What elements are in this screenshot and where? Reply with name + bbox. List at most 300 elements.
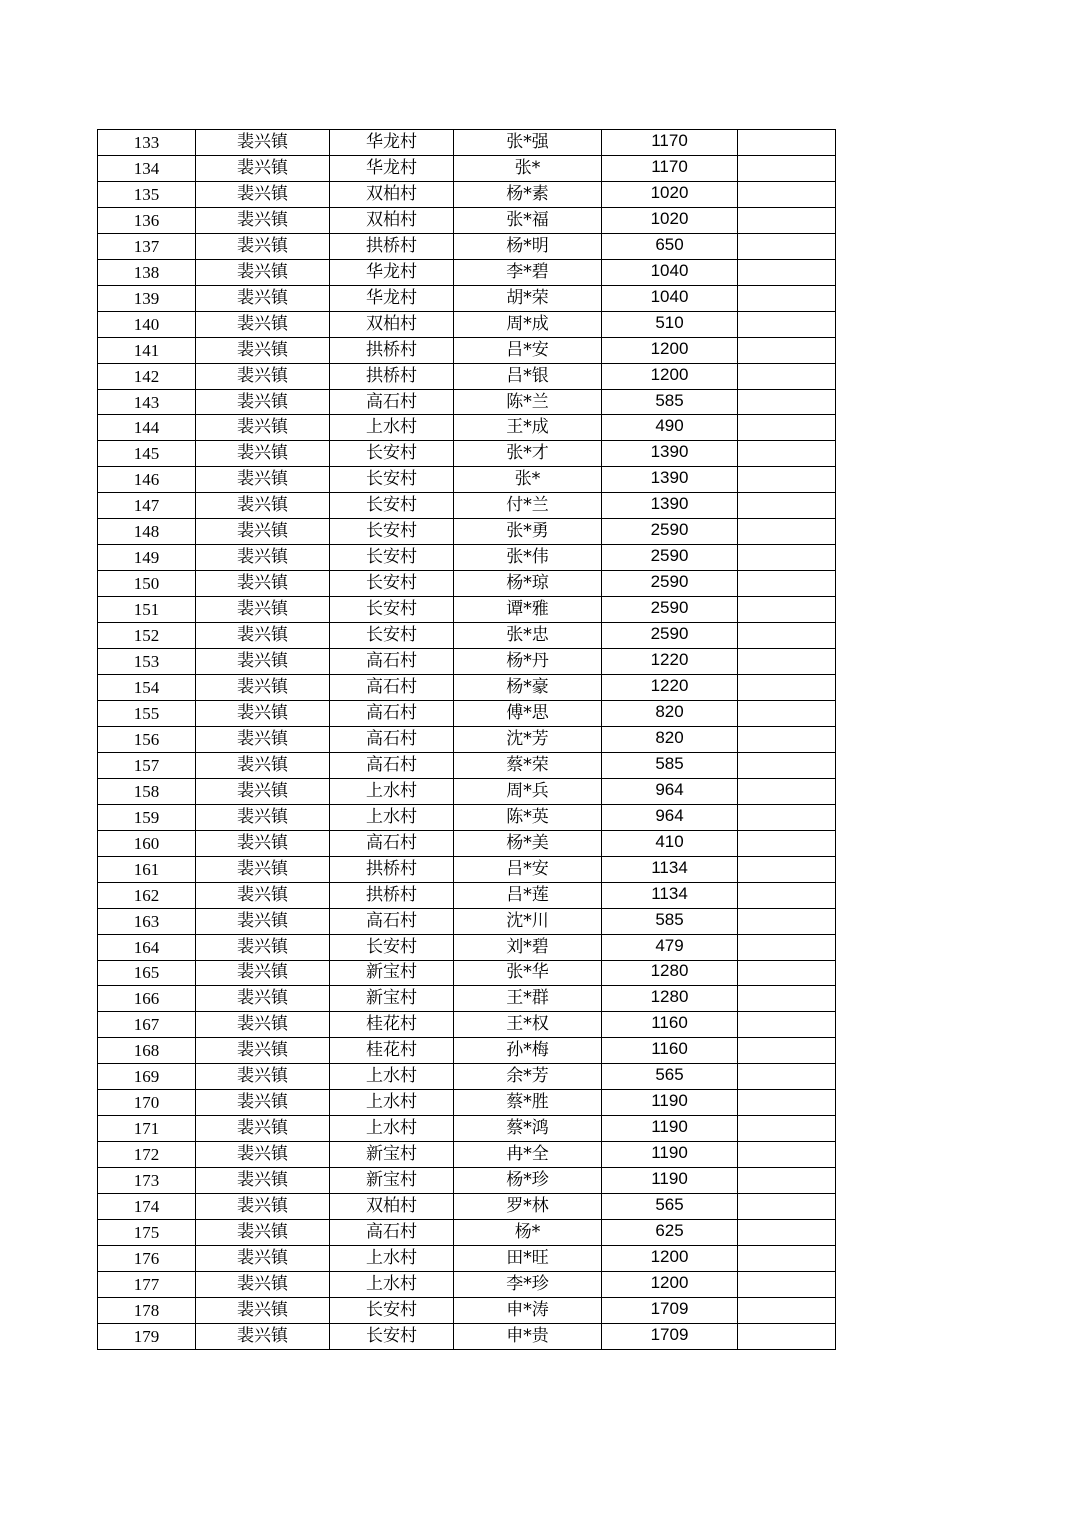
table-row (98, 155, 836, 181)
amount-value: 2590 (650, 546, 689, 566)
row-number-cell: 136 (98, 207, 196, 233)
village-cell: 高石村 (330, 1220, 454, 1246)
amount-value: 565 (655, 1065, 684, 1085)
person-name-cell: 杨*珍 (454, 1168, 602, 1194)
amount-value: 650 (655, 234, 684, 254)
table-row (98, 649, 836, 675)
town-cell: 裴兴镇 (196, 1245, 330, 1271)
note-cell (738, 1038, 836, 1064)
amount-cell (602, 986, 738, 1012)
row-number-cell: 133 (98, 130, 196, 156)
amount-cell (602, 337, 738, 363)
village-cell: 新宝村 (330, 986, 454, 1012)
village-cell: 华龙村 (330, 155, 454, 181)
row-number-cell: 157 (98, 752, 196, 778)
note-cell (738, 493, 836, 519)
amount-value: 565 (655, 1195, 684, 1215)
person-name-cell: 申*贵 (454, 1323, 602, 1349)
amount-cell (602, 493, 738, 519)
person-name-cell: 张*伟 (454, 545, 602, 571)
village-cell: 高石村 (330, 700, 454, 726)
data-table (97, 129, 836, 1350)
town-cell: 裴兴镇 (196, 493, 330, 519)
town-cell: 裴兴镇 (196, 908, 330, 934)
village-cell: 双柏村 (330, 181, 454, 207)
amount-value: 1709 (650, 1298, 689, 1318)
amount-cell (602, 908, 738, 934)
person-name-cell: 王*权 (454, 1012, 602, 1038)
amount-cell (602, 675, 738, 701)
person-name-cell: 周*兵 (454, 778, 602, 804)
amount-cell (602, 700, 738, 726)
table-row (98, 363, 836, 389)
note-cell (738, 1271, 836, 1297)
person-name-cell: 王*群 (454, 986, 602, 1012)
table-row (98, 337, 836, 363)
amount-cell (602, 233, 738, 259)
table-row (98, 597, 836, 623)
amount-value: 1220 (650, 650, 689, 670)
amount-value: 2590 (650, 572, 689, 592)
amount-cell (602, 1245, 738, 1271)
village-cell: 上水村 (330, 1245, 454, 1271)
person-name-cell: 沈*芳 (454, 726, 602, 752)
village-cell: 上水村 (330, 778, 454, 804)
row-number-cell: 168 (98, 1038, 196, 1064)
amount-value: 2590 (650, 624, 689, 644)
person-name-cell: 张* (454, 155, 602, 181)
amount-value: 964 (655, 779, 684, 799)
town-cell: 裴兴镇 (196, 700, 330, 726)
town-cell: 裴兴镇 (196, 1064, 330, 1090)
amount-value: 2590 (650, 520, 689, 540)
village-cell: 高石村 (330, 830, 454, 856)
note-cell (738, 649, 836, 675)
person-name-cell: 杨*豪 (454, 675, 602, 701)
amount-value: 1190 (651, 1143, 688, 1163)
table-row (98, 804, 836, 830)
table-row (98, 467, 836, 493)
town-cell: 裴兴镇 (196, 1168, 330, 1194)
table-row (98, 181, 836, 207)
amount-value: 1020 (650, 208, 689, 228)
amount-value: 1190 (651, 1169, 688, 1189)
amount-cell (602, 1116, 738, 1142)
person-name-cell: 付*兰 (454, 493, 602, 519)
person-name-cell: 杨* (454, 1220, 602, 1246)
note-cell (738, 830, 836, 856)
town-cell: 裴兴镇 (196, 519, 330, 545)
town-cell: 裴兴镇 (196, 1271, 330, 1297)
person-name-cell: 蔡*荣 (454, 752, 602, 778)
town-cell: 裴兴镇 (196, 1142, 330, 1168)
table-row (98, 882, 836, 908)
village-cell: 高石村 (330, 752, 454, 778)
village-cell: 上水村 (330, 1064, 454, 1090)
note-cell (738, 934, 836, 960)
village-cell: 拱桥村 (330, 882, 454, 908)
row-number-cell: 176 (98, 1245, 196, 1271)
town-cell: 裴兴镇 (196, 882, 330, 908)
town-cell: 裴兴镇 (196, 441, 330, 467)
row-number-cell: 139 (98, 285, 196, 311)
table-row (98, 311, 836, 337)
table-row (98, 233, 836, 259)
village-cell: 长安村 (330, 934, 454, 960)
town-cell: 裴兴镇 (196, 233, 330, 259)
row-number-cell: 141 (98, 337, 196, 363)
amount-value: 625 (655, 1221, 684, 1240)
amount-cell (602, 1142, 738, 1168)
amount-value: 479 (655, 935, 684, 955)
note-cell (738, 908, 836, 934)
amount-cell (602, 1168, 738, 1194)
row-number-cell: 155 (98, 700, 196, 726)
amount-cell (602, 830, 738, 856)
town-cell: 裴兴镇 (196, 311, 330, 337)
amount-value: 1390 (650, 494, 689, 514)
table-row (98, 934, 836, 960)
amount-cell (602, 363, 738, 389)
amount-value: 1160 (651, 1039, 688, 1059)
person-name-cell: 李*碧 (454, 259, 602, 285)
amount-cell (602, 1323, 738, 1349)
table-row (98, 571, 836, 597)
note-cell (738, 545, 836, 571)
note-cell (738, 1323, 836, 1349)
table-row (98, 1116, 836, 1142)
row-number-cell: 151 (98, 597, 196, 623)
row-number-cell: 171 (98, 1116, 196, 1142)
row-number-cell: 169 (98, 1064, 196, 1090)
table-row (98, 1245, 836, 1271)
amount-value: 820 (655, 701, 684, 721)
village-cell: 长安村 (330, 1297, 454, 1323)
table-row (98, 259, 836, 285)
town-cell: 裴兴镇 (196, 1090, 330, 1116)
person-name-cell: 陈*英 (454, 804, 602, 830)
village-cell: 高石村 (330, 908, 454, 934)
village-cell: 长安村 (330, 571, 454, 597)
note-cell (738, 882, 836, 908)
amount-value: 510 (655, 312, 684, 332)
person-name-cell: 田*旺 (454, 1245, 602, 1271)
amount-cell (602, 623, 738, 649)
person-name-cell: 申*涛 (454, 1297, 602, 1323)
note-cell (738, 1245, 836, 1271)
row-number-cell: 146 (98, 467, 196, 493)
table-row (98, 726, 836, 752)
village-cell: 拱桥村 (330, 233, 454, 259)
note-cell (738, 856, 836, 882)
amount-value: 490 (655, 416, 684, 436)
person-name-cell: 杨*琼 (454, 571, 602, 597)
person-name-cell: 谭*雅 (454, 597, 602, 623)
amount-value: 1160 (651, 1013, 688, 1033)
amount-value: 1040 (650, 286, 689, 306)
note-cell (738, 804, 836, 830)
amount-cell (602, 752, 738, 778)
amount-cell (602, 1297, 738, 1323)
table-row (98, 1168, 836, 1194)
table-row (98, 1297, 836, 1323)
village-cell: 长安村 (330, 545, 454, 571)
person-name-cell: 刘*碧 (454, 934, 602, 960)
note-cell (738, 1297, 836, 1323)
row-number-cell: 175 (98, 1220, 196, 1246)
table-row (98, 778, 836, 804)
note-cell (738, 155, 836, 181)
note-cell (738, 1168, 836, 1194)
person-name-cell: 周*成 (454, 311, 602, 337)
village-cell: 高石村 (330, 675, 454, 701)
person-name-cell: 冉*全 (454, 1142, 602, 1168)
amount-cell (602, 545, 738, 571)
person-name-cell: 杨*美 (454, 830, 602, 856)
note-cell (738, 389, 836, 415)
town-cell: 裴兴镇 (196, 1297, 330, 1323)
row-number-cell: 174 (98, 1194, 196, 1220)
village-cell: 长安村 (330, 519, 454, 545)
village-cell: 上水村 (330, 1090, 454, 1116)
row-number-cell: 135 (98, 181, 196, 207)
table-row (98, 830, 836, 856)
town-cell: 裴兴镇 (196, 675, 330, 701)
row-number-cell: 152 (98, 623, 196, 649)
note-cell (738, 207, 836, 233)
table-row (98, 285, 836, 311)
note-cell (738, 259, 836, 285)
table-row (98, 207, 836, 233)
amount-cell (602, 571, 738, 597)
amount-value: 1220 (650, 675, 689, 695)
amount-cell (602, 1194, 738, 1220)
row-number-cell: 162 (98, 882, 196, 908)
village-cell: 长安村 (330, 441, 454, 467)
row-number-cell: 178 (98, 1297, 196, 1323)
row-number-cell: 163 (98, 908, 196, 934)
amount-value: 585 (655, 909, 684, 929)
amount-cell (602, 649, 738, 675)
person-name-cell: 吕*莲 (454, 882, 602, 908)
table-row (98, 493, 836, 519)
row-number-cell: 165 (98, 960, 196, 986)
amount-cell (602, 130, 738, 156)
amount-value: 1134 (651, 883, 688, 903)
amount-cell (602, 1038, 738, 1064)
village-cell: 拱桥村 (330, 856, 454, 882)
town-cell: 裴兴镇 (196, 1012, 330, 1038)
amount-cell (602, 285, 738, 311)
town-cell: 裴兴镇 (196, 1038, 330, 1064)
note-cell (738, 1194, 836, 1220)
table-body (98, 130, 836, 1350)
table-row (98, 675, 836, 701)
amount-value: 410 (655, 831, 684, 851)
village-cell: 桂花村 (330, 1038, 454, 1064)
person-name-cell: 张* (454, 467, 602, 493)
row-number-cell: 143 (98, 389, 196, 415)
row-number-cell: 161 (98, 856, 196, 882)
person-name-cell: 张*福 (454, 207, 602, 233)
village-cell: 长安村 (330, 493, 454, 519)
person-name-cell: 吕*安 (454, 337, 602, 363)
amount-value: 1040 (650, 260, 689, 280)
person-name-cell: 陈*兰 (454, 389, 602, 415)
amount-value: 964 (655, 805, 684, 825)
town-cell: 裴兴镇 (196, 207, 330, 233)
row-number-cell: 153 (98, 649, 196, 675)
amount-value: 1390 (650, 442, 689, 462)
amount-cell (602, 1064, 738, 1090)
note-cell (738, 363, 836, 389)
person-name-cell: 吕*安 (454, 856, 602, 882)
row-number-cell: 156 (98, 726, 196, 752)
village-cell: 新宝村 (330, 1168, 454, 1194)
town-cell: 裴兴镇 (196, 259, 330, 285)
town-cell: 裴兴镇 (196, 181, 330, 207)
note-cell (738, 571, 836, 597)
village-cell: 双柏村 (330, 207, 454, 233)
person-name-cell: 余*芳 (454, 1064, 602, 1090)
note-cell (738, 1064, 836, 1090)
table-row (98, 752, 836, 778)
person-name-cell: 蔡*鸿 (454, 1116, 602, 1142)
person-name-cell: 李*珍 (454, 1271, 602, 1297)
amount-cell (602, 311, 738, 337)
note-cell (738, 1116, 836, 1142)
table-row (98, 1064, 836, 1090)
town-cell: 裴兴镇 (196, 934, 330, 960)
note-cell (738, 986, 836, 1012)
row-number-cell: 166 (98, 986, 196, 1012)
amount-cell (602, 597, 738, 623)
village-cell: 高石村 (330, 649, 454, 675)
table-row (98, 623, 836, 649)
person-name-cell: 蔡*胜 (454, 1090, 602, 1116)
amount-cell (602, 856, 738, 882)
town-cell: 裴兴镇 (196, 130, 330, 156)
person-name-cell: 吕*银 (454, 363, 602, 389)
person-name-cell: 杨*明 (454, 233, 602, 259)
amount-value: 2590 (650, 598, 689, 618)
amount-cell (602, 778, 738, 804)
table-row (98, 1142, 836, 1168)
town-cell: 裴兴镇 (196, 155, 330, 181)
village-cell: 上水村 (330, 1271, 454, 1297)
row-number-cell: 179 (98, 1323, 196, 1349)
amount-value: 1200 (650, 1272, 689, 1292)
amount-value: 1170 (651, 156, 688, 176)
row-number-cell: 140 (98, 311, 196, 337)
amount-value: 1709 (650, 1324, 689, 1344)
note-cell (738, 1220, 836, 1246)
town-cell: 裴兴镇 (196, 467, 330, 493)
village-cell: 华龙村 (330, 259, 454, 285)
table-row (98, 1323, 836, 1349)
amount-cell (602, 804, 738, 830)
town-cell: 裴兴镇 (196, 285, 330, 311)
table-row (98, 545, 836, 571)
table-row (98, 389, 836, 415)
row-number-cell: 147 (98, 493, 196, 519)
village-cell: 拱桥村 (330, 337, 454, 363)
village-cell: 上水村 (330, 415, 454, 441)
amount-cell (602, 207, 738, 233)
person-name-cell: 王*成 (454, 415, 602, 441)
row-number-cell: 154 (98, 675, 196, 701)
note-cell (738, 337, 836, 363)
table-row (98, 1194, 836, 1220)
table-row (98, 441, 836, 467)
amount-cell (602, 467, 738, 493)
person-name-cell: 张*忠 (454, 623, 602, 649)
table-row (98, 986, 836, 1012)
row-number-cell: 160 (98, 830, 196, 856)
town-cell: 裴兴镇 (196, 752, 330, 778)
note-cell (738, 1012, 836, 1038)
person-name-cell: 沈*川 (454, 908, 602, 934)
row-number-cell: 138 (98, 259, 196, 285)
person-name-cell: 张*勇 (454, 519, 602, 545)
village-cell: 长安村 (330, 623, 454, 649)
row-number-cell: 137 (98, 233, 196, 259)
amount-value: 1200 (650, 364, 689, 384)
amount-value: 585 (655, 390, 684, 410)
table-row (98, 908, 836, 934)
person-name-cell: 杨*素 (454, 181, 602, 207)
village-cell: 桂花村 (330, 1012, 454, 1038)
village-cell: 华龙村 (330, 130, 454, 156)
note-cell (738, 415, 836, 441)
table-row (98, 1012, 836, 1038)
village-cell: 双柏村 (330, 311, 454, 337)
town-cell: 裴兴镇 (196, 649, 330, 675)
village-cell: 拱桥村 (330, 363, 454, 389)
note-cell (738, 467, 836, 493)
row-number-cell: 150 (98, 571, 196, 597)
table-row (98, 856, 836, 882)
row-number-cell: 158 (98, 778, 196, 804)
town-cell: 裴兴镇 (196, 1220, 330, 1246)
village-cell: 长安村 (330, 467, 454, 493)
note-cell (738, 285, 836, 311)
amount-value: 1200 (650, 1246, 689, 1266)
row-number-cell: 134 (98, 155, 196, 181)
table-row (98, 130, 836, 156)
town-cell: 裴兴镇 (196, 856, 330, 882)
note-cell (738, 130, 836, 156)
town-cell: 裴兴镇 (196, 830, 330, 856)
row-number-cell: 142 (98, 363, 196, 389)
row-number-cell: 159 (98, 804, 196, 830)
village-cell: 华龙村 (330, 285, 454, 311)
town-cell: 裴兴镇 (196, 1116, 330, 1142)
amount-cell (602, 181, 738, 207)
person-name-cell: 傅*思 (454, 700, 602, 726)
village-cell: 高石村 (330, 726, 454, 752)
row-number-cell: 172 (98, 1142, 196, 1168)
note-cell (738, 960, 836, 986)
table-row (98, 1271, 836, 1297)
amount-cell (602, 726, 738, 752)
amount-cell (602, 934, 738, 960)
note-cell (738, 1142, 836, 1168)
row-number-cell: 144 (98, 415, 196, 441)
amount-value: 1280 (650, 961, 689, 981)
village-cell: 新宝村 (330, 960, 454, 986)
note-cell (738, 597, 836, 623)
